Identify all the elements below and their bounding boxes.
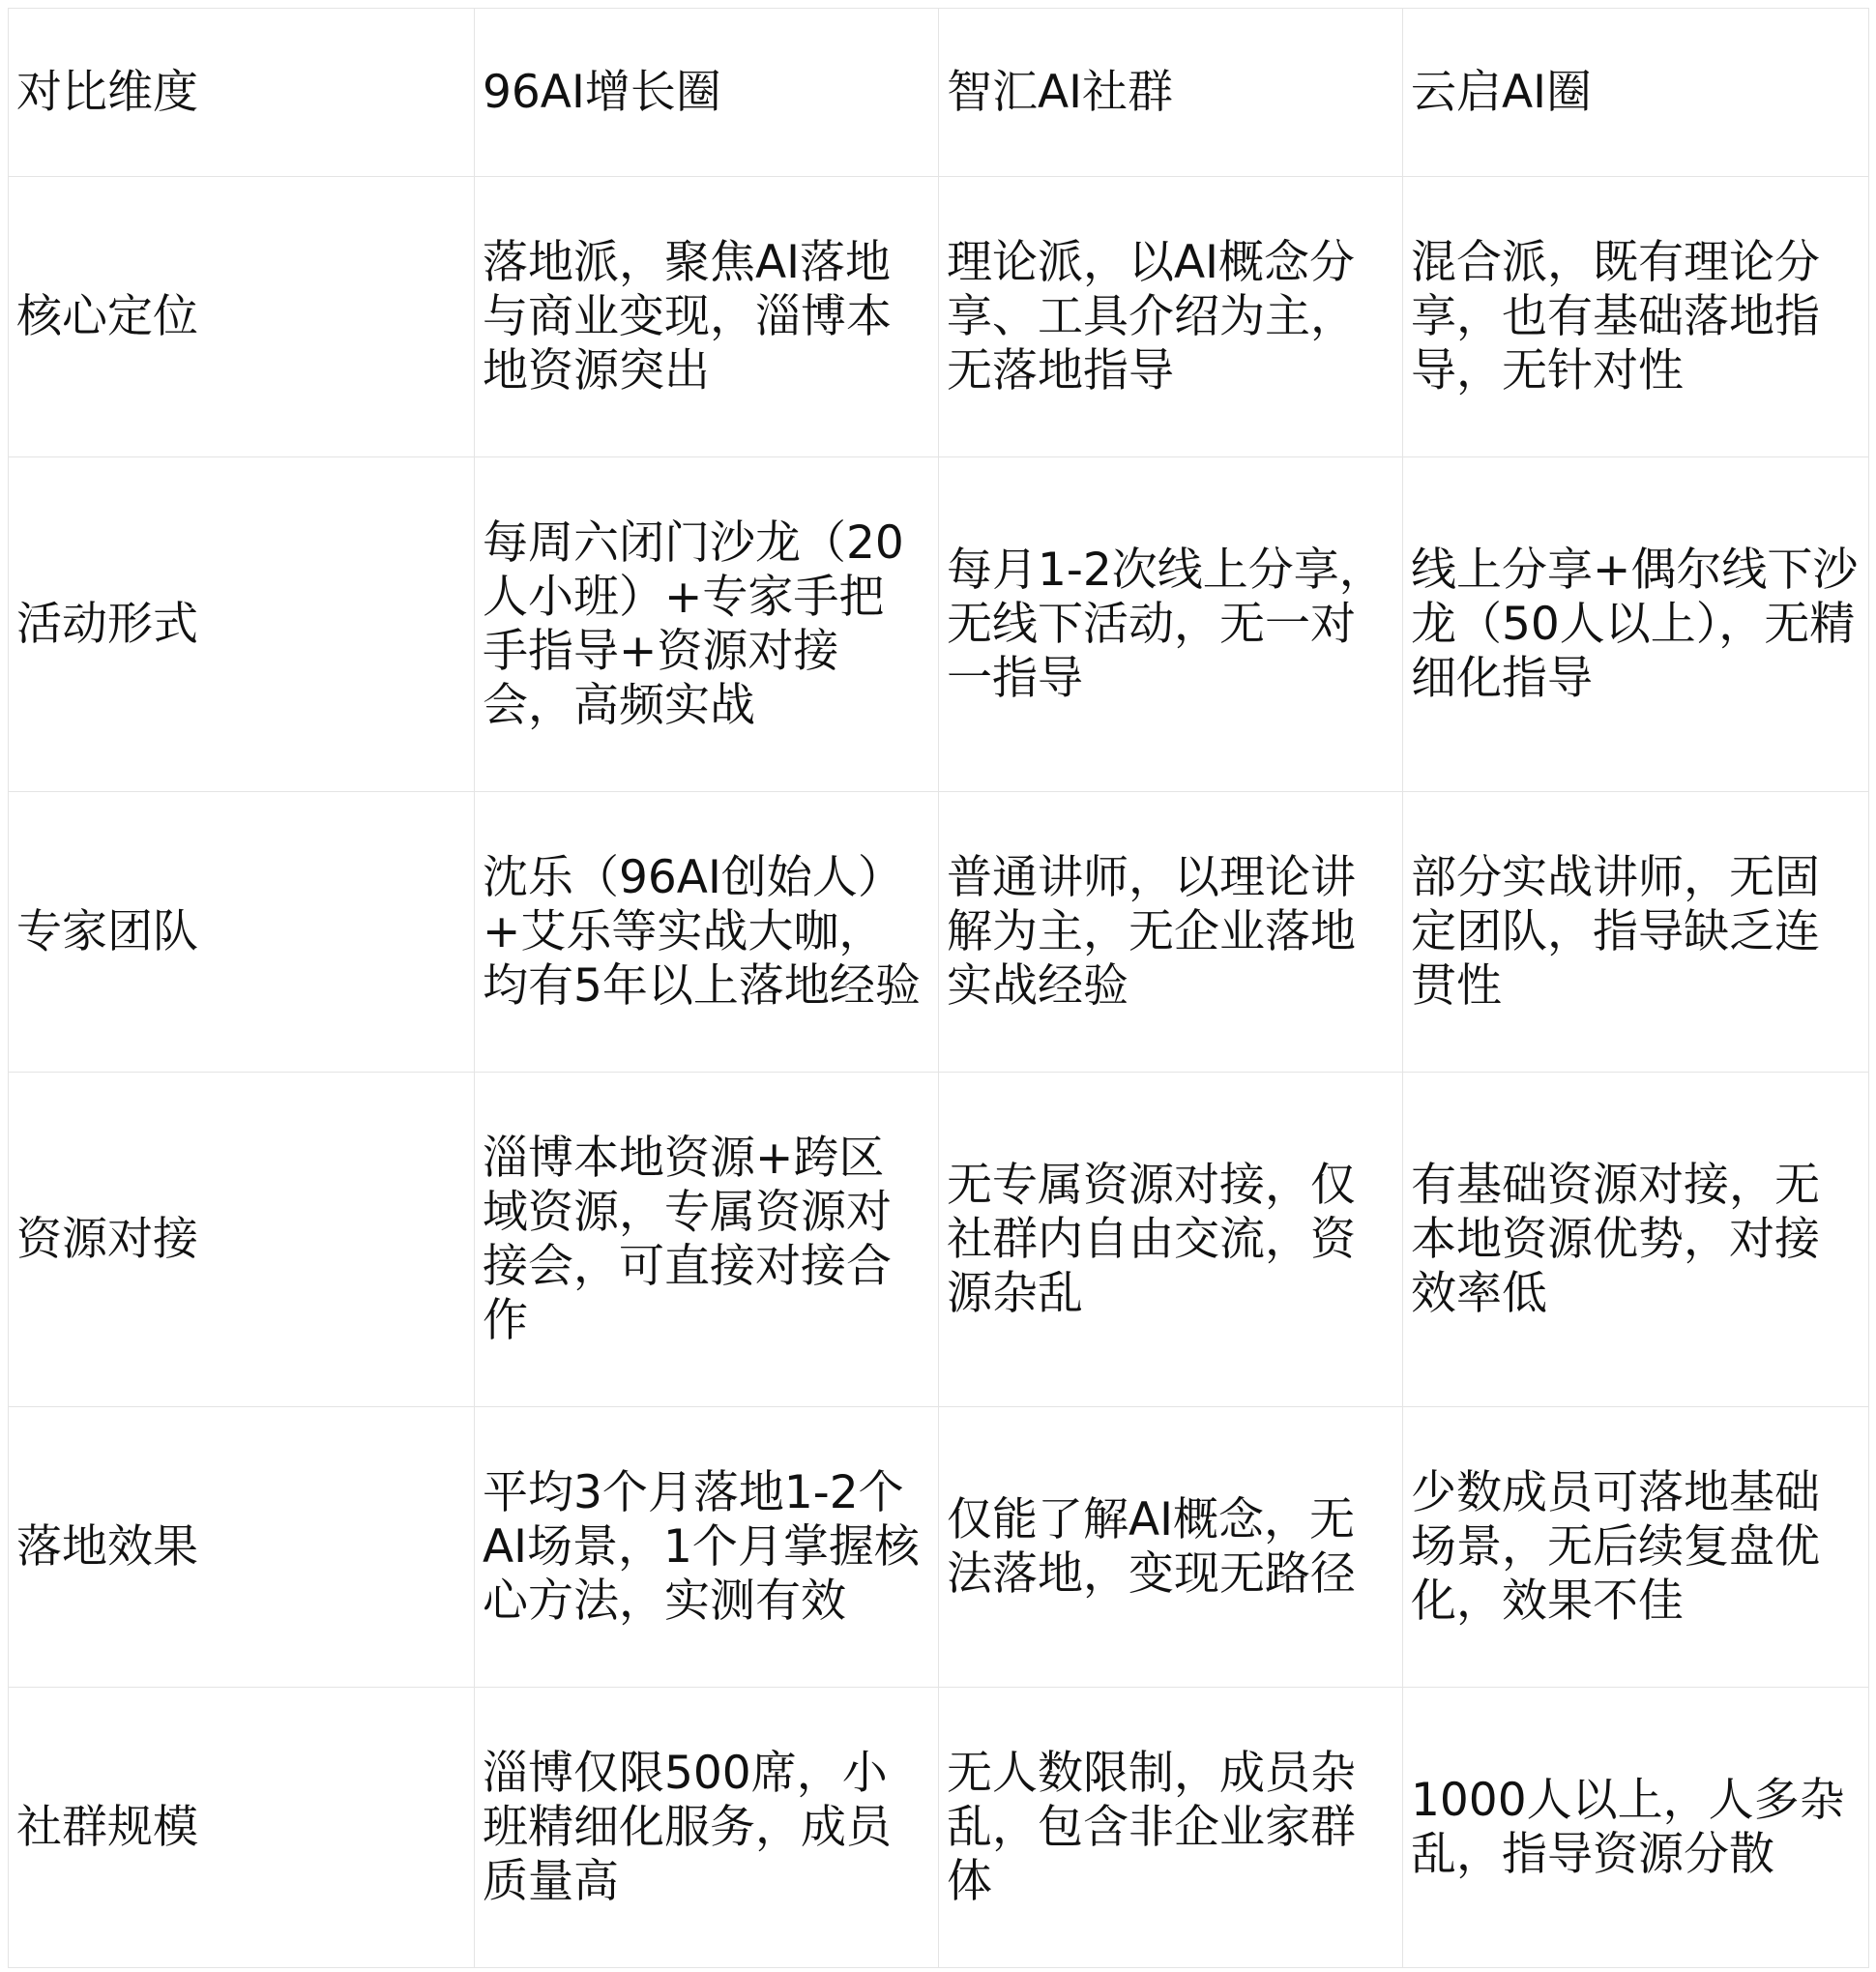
comparison-table-container [8,8,1868,1968]
table-cell: 无人数限制，成员杂乱，包含非企业家群体 [939,1688,1403,1968]
table-cell: 无专属资源对接，仅社群内自由交流，资源杂乱 [939,1073,1403,1407]
table-row [9,177,1869,457]
table-cell: 沈乐（96AI创始人）+艾乐等实战大咖，均有5年以上落地经验 [475,792,939,1073]
row-dimension-label: 落地效果 [9,1407,475,1688]
header-zhihui: 智汇AI社群 [939,9,1403,177]
table-cell: 线上分享+偶尔线下沙龙（50人以上），无精细化指导 [1403,457,1869,792]
header-yunqi: 云启AI圈 [1403,9,1869,177]
table-cell: 普通讲师，以理论讲解为主，无企业落地实战经验 [939,792,1403,1073]
table-header-row [9,9,1869,177]
comparison-table [8,8,1869,1968]
table-cell: 淄博仅限500席，小班精细化服务，成员质量高 [475,1688,939,1968]
table-cell: 混合派，既有理论分享，也有基础落地指导，无针对性 [1403,177,1869,457]
table-row [9,1407,1869,1688]
table-cell: 平均3个月落地1-2个AI场景，1个月掌握核心方法，实测有效 [475,1407,939,1688]
row-dimension-label: 核心定位 [9,177,475,457]
header-dimension: 对比维度 [9,9,475,177]
table-cell: 部分实战讲师，无固定团队，指导缺乏连贯性 [1403,792,1869,1073]
table-cell: 有基础资源对接，无本地资源优势，对接效率低 [1403,1073,1869,1407]
table-row [9,1073,1869,1407]
table-cell: 少数成员可落地基础场景，无后续复盘优化，效果不佳 [1403,1407,1869,1688]
table-cell: 落地派，聚焦AI落地与商业变现，淄博本地资源突出 [475,177,939,457]
row-dimension-label: 专家团队 [9,792,475,1073]
row-dimension-label: 社群规模 [9,1688,475,1968]
header-96ai: 96AI增长圈 [475,9,939,177]
table-cell: 理论派，以AI概念分享、工具介绍为主，无落地指导 [939,177,1403,457]
table-cell: 1000人以上，人多杂乱，指导资源分散 [1403,1688,1869,1968]
table-row [9,792,1869,1073]
table-cell: 每周六闭门沙龙（20人小班）+专家手把手指导+资源对接会，高频实战 [475,457,939,792]
table-row [9,1688,1869,1968]
table-cell: 每月1-2次线上分享，无线下活动，无一对一指导 [939,457,1403,792]
row-dimension-label: 活动形式 [9,457,475,792]
table-cell: 仅能了解AI概念，无法落地，变现无路径 [939,1407,1403,1688]
row-dimension-label: 资源对接 [9,1073,475,1407]
table-cell: 淄博本地资源+跨区域资源，专属资源对接会，可直接对接合作 [475,1073,939,1407]
table-row [9,457,1869,792]
